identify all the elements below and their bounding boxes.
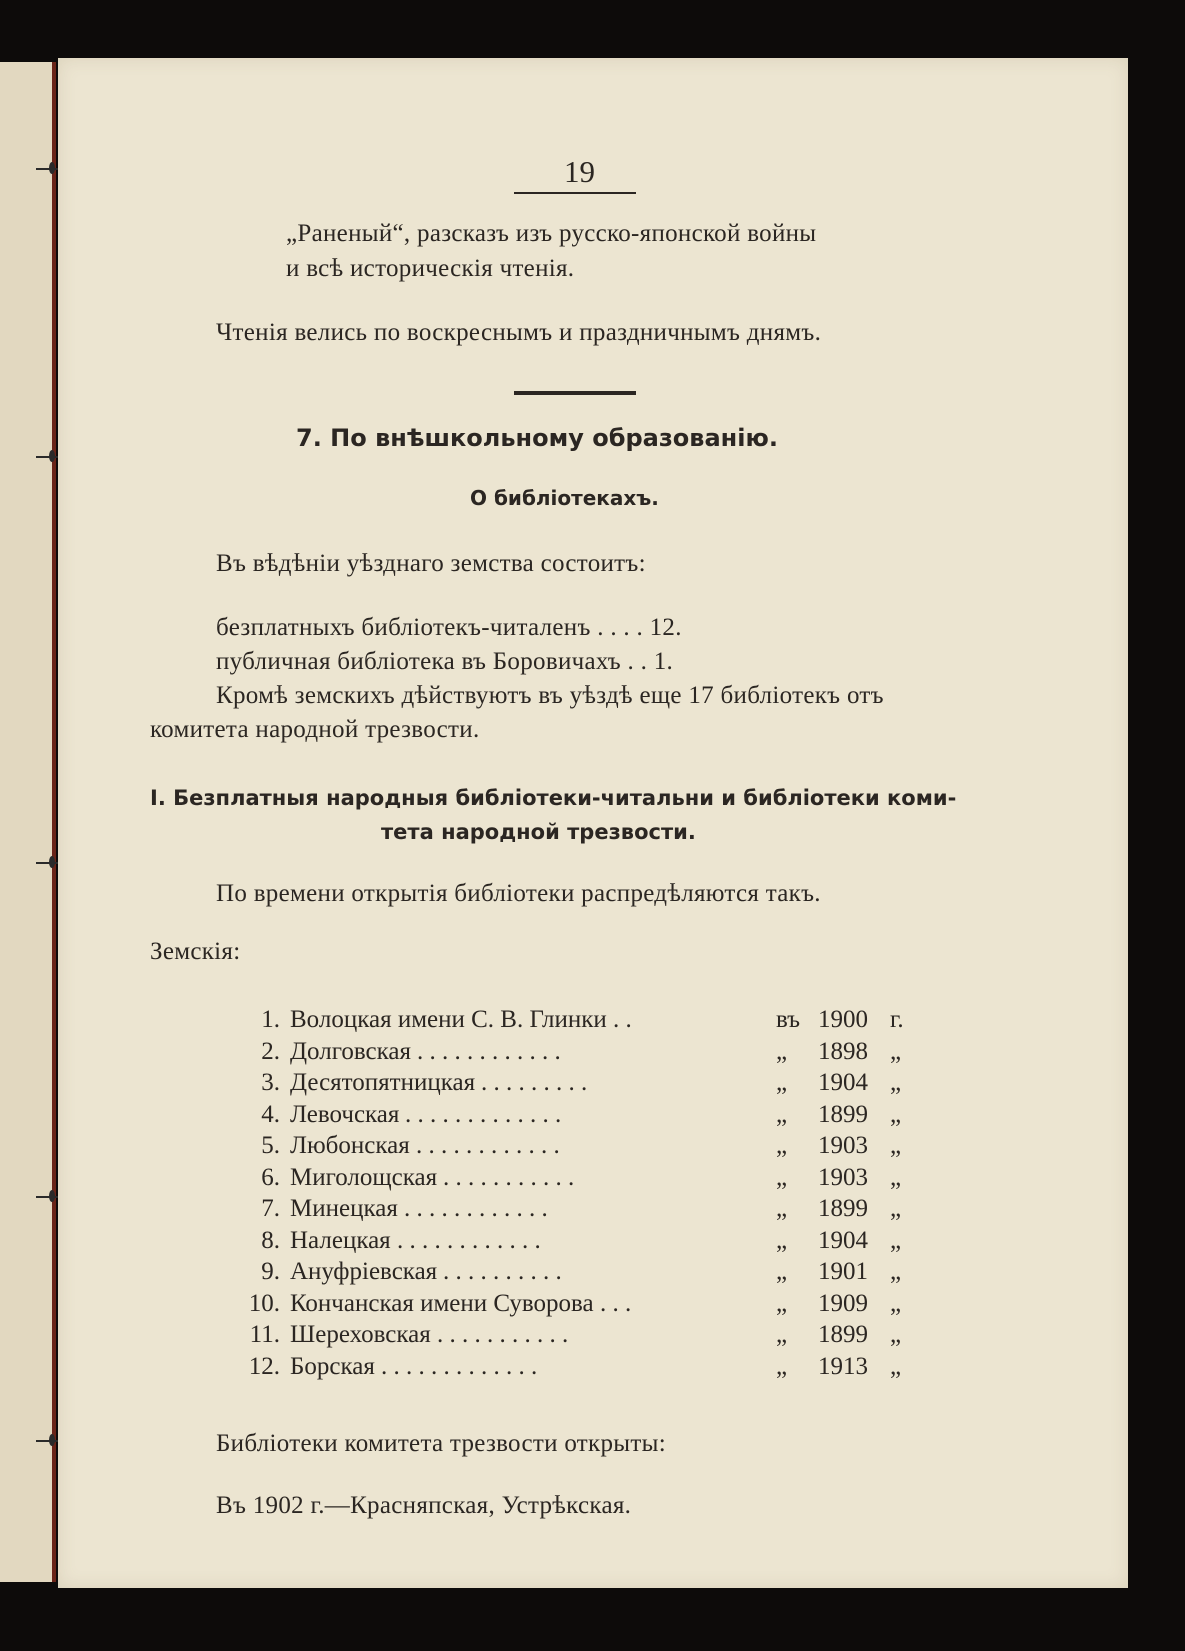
- leader-dots: . . . . . . . . . . . .: [404, 1195, 548, 1222]
- library-year: 1904: [818, 1226, 868, 1254]
- header-rule: [514, 192, 636, 194]
- public-library-count: публичная библіотека въ Боровичахъ . . 1.: [216, 648, 674, 675]
- library-year: 1900: [818, 1006, 868, 1033]
- part-heading: тета народной трезвости.: [381, 820, 696, 844]
- previous-page-edge: [0, 62, 56, 1582]
- library-row: [58, 1195, 1128, 1228]
- paragraph-line: и всѣ историческія чтенія.: [286, 255, 575, 282]
- leader-dots: . . . . . . . . .: [481, 1069, 588, 1096]
- ditto-mark: „: [776, 1352, 788, 1380]
- page-number: 19: [564, 154, 595, 189]
- year-unit: „: [890, 1289, 902, 1317]
- library-row: [58, 1321, 1128, 1354]
- leader-dots: . . . . . . . . . . . .: [417, 1037, 561, 1065]
- temperance-1902: Въ 1902 г.—Красняпская, Устрѣкская.: [216, 1492, 632, 1519]
- library-number: 2.: [261, 1037, 280, 1065]
- part-heading: I. Безплатныя народныя библіотеки-читальни и библіотеки коми-: [150, 786, 957, 810]
- year-unit: „: [890, 1163, 902, 1191]
- paragraph-line: „Раненый“, разсказъ изъ русско-японской войны: [286, 220, 817, 247]
- library-row: [58, 1132, 1128, 1165]
- library-row: [58, 1069, 1128, 1102]
- library-name: Долговская: [290, 1037, 411, 1065]
- ditto-mark: „: [776, 1289, 788, 1317]
- library-name: Минецкая: [290, 1195, 398, 1222]
- leader-dots: . . . . . . . . . . . . .: [381, 1352, 538, 1380]
- subsection-heading: О библіотекахъ.: [470, 486, 659, 510]
- paragraph-line: Чтенія велись по воскреснымъ и праздничнымъ днямъ.: [216, 319, 822, 346]
- year-unit: „: [890, 1100, 902, 1128]
- library-number: 8.: [261, 1226, 280, 1254]
- library-row: [58, 1258, 1128, 1291]
- ditto-mark: „: [776, 1069, 788, 1096]
- ditto-mark: „: [776, 1321, 788, 1348]
- paragraph-line: комитета народной трезвости.: [150, 716, 480, 743]
- library-number: 5.: [261, 1132, 280, 1159]
- year-unit: „: [890, 1132, 902, 1159]
- year-unit: г.: [890, 1006, 904, 1033]
- library-year: 1904: [818, 1069, 868, 1096]
- year-unit: „: [890, 1352, 902, 1380]
- library-number: 1.: [261, 1006, 280, 1033]
- leader-dots: . .: [613, 1006, 632, 1033]
- library-number: 4.: [261, 1100, 280, 1128]
- library-row: [58, 1227, 1128, 1260]
- ditto-mark: „: [776, 1195, 788, 1222]
- library-number: 6.: [261, 1163, 280, 1191]
- leader-dots: . . . . . . . . . . . .: [416, 1132, 560, 1159]
- year-unit: „: [890, 1226, 902, 1254]
- library-year: 1899: [818, 1100, 868, 1128]
- ditto-mark: „: [776, 1100, 788, 1128]
- library-number: 12.: [248, 1352, 280, 1380]
- library-year: 1903: [818, 1132, 868, 1159]
- leader-dots: . . . . . . . . . .: [443, 1258, 562, 1285]
- library-year: 1899: [818, 1321, 868, 1348]
- library-year: 1901: [818, 1258, 868, 1285]
- library-year: 1913: [818, 1352, 868, 1380]
- section-heading: 7. По внѣшкольному образованію.: [296, 424, 778, 452]
- ditto-mark: „: [776, 1226, 788, 1254]
- library-name: Левочская: [290, 1100, 400, 1128]
- ditto-mark: „: [776, 1163, 788, 1191]
- ditto-mark: въ: [776, 1006, 801, 1033]
- library-number: 3.: [261, 1069, 280, 1096]
- year-unit: „: [890, 1258, 902, 1285]
- ditto-mark: „: [776, 1258, 788, 1285]
- leader-dots: . . . . . . . . . . . . .: [405, 1100, 562, 1128]
- library-row: [58, 1164, 1128, 1197]
- library-number: 7.: [261, 1195, 280, 1222]
- section-divider: [514, 391, 636, 395]
- free-libraries-count: безплатныхъ библіотекъ-читаленъ . . . . 12.: [216, 614, 682, 641]
- distribution-text: По времени открытія библіотеки распредѣляются такъ.: [216, 880, 821, 907]
- leader-dots: . . . . . . . . . . .: [437, 1321, 569, 1348]
- library-row: [58, 1006, 1128, 1039]
- library-year: 1899: [818, 1195, 868, 1222]
- library-number: 9.: [261, 1258, 280, 1285]
- library-year: 1903: [818, 1163, 868, 1191]
- paragraph-line: Кромѣ земскихъ дѣйствуютъ въ уѣздѣ еще 17 библіотекъ отъ: [216, 682, 884, 709]
- zemstvo-label: Земскія:: [150, 938, 241, 965]
- library-name: Ануфріевская: [290, 1258, 438, 1285]
- ditto-mark: „: [776, 1132, 788, 1159]
- library-year: 1909: [818, 1289, 868, 1317]
- year-unit: „: [890, 1069, 902, 1096]
- library-year: 1898: [818, 1037, 868, 1065]
- book-page: [58, 58, 1128, 1588]
- library-row: [58, 1353, 1128, 1386]
- library-name: Любонская: [290, 1132, 410, 1159]
- library-name: Миголощская: [290, 1163, 438, 1191]
- leader-dots: . . .: [600, 1289, 632, 1317]
- library-name: Волоцкая имени С. В. Глинки: [290, 1006, 607, 1033]
- library-name: Кончанская имени Суворова: [290, 1289, 594, 1317]
- intro-text: Въ вѣдѣніи уѣзднаго земства состоитъ:: [216, 550, 646, 577]
- library-name: Шереховская: [290, 1321, 431, 1348]
- leader-dots: . . . . . . . . . . .: [443, 1163, 575, 1191]
- library-number: 10.: [248, 1289, 280, 1317]
- library-name: Налецкая: [290, 1226, 391, 1254]
- leader-dots: . . . . . . . . . . . .: [397, 1226, 541, 1254]
- ditto-mark: „: [776, 1037, 788, 1065]
- year-unit: „: [890, 1321, 902, 1348]
- temperance-label: Библіотеки комитета трезвости открыты:: [216, 1430, 666, 1457]
- library-name: Борская: [290, 1352, 375, 1380]
- library-row: [58, 1038, 1128, 1071]
- year-unit: „: [890, 1195, 902, 1222]
- library-name: Десятопятницкая: [290, 1069, 476, 1096]
- library-row: [58, 1101, 1128, 1134]
- library-row: [58, 1290, 1128, 1323]
- library-number: 11.: [249, 1321, 280, 1348]
- year-unit: „: [890, 1037, 902, 1065]
